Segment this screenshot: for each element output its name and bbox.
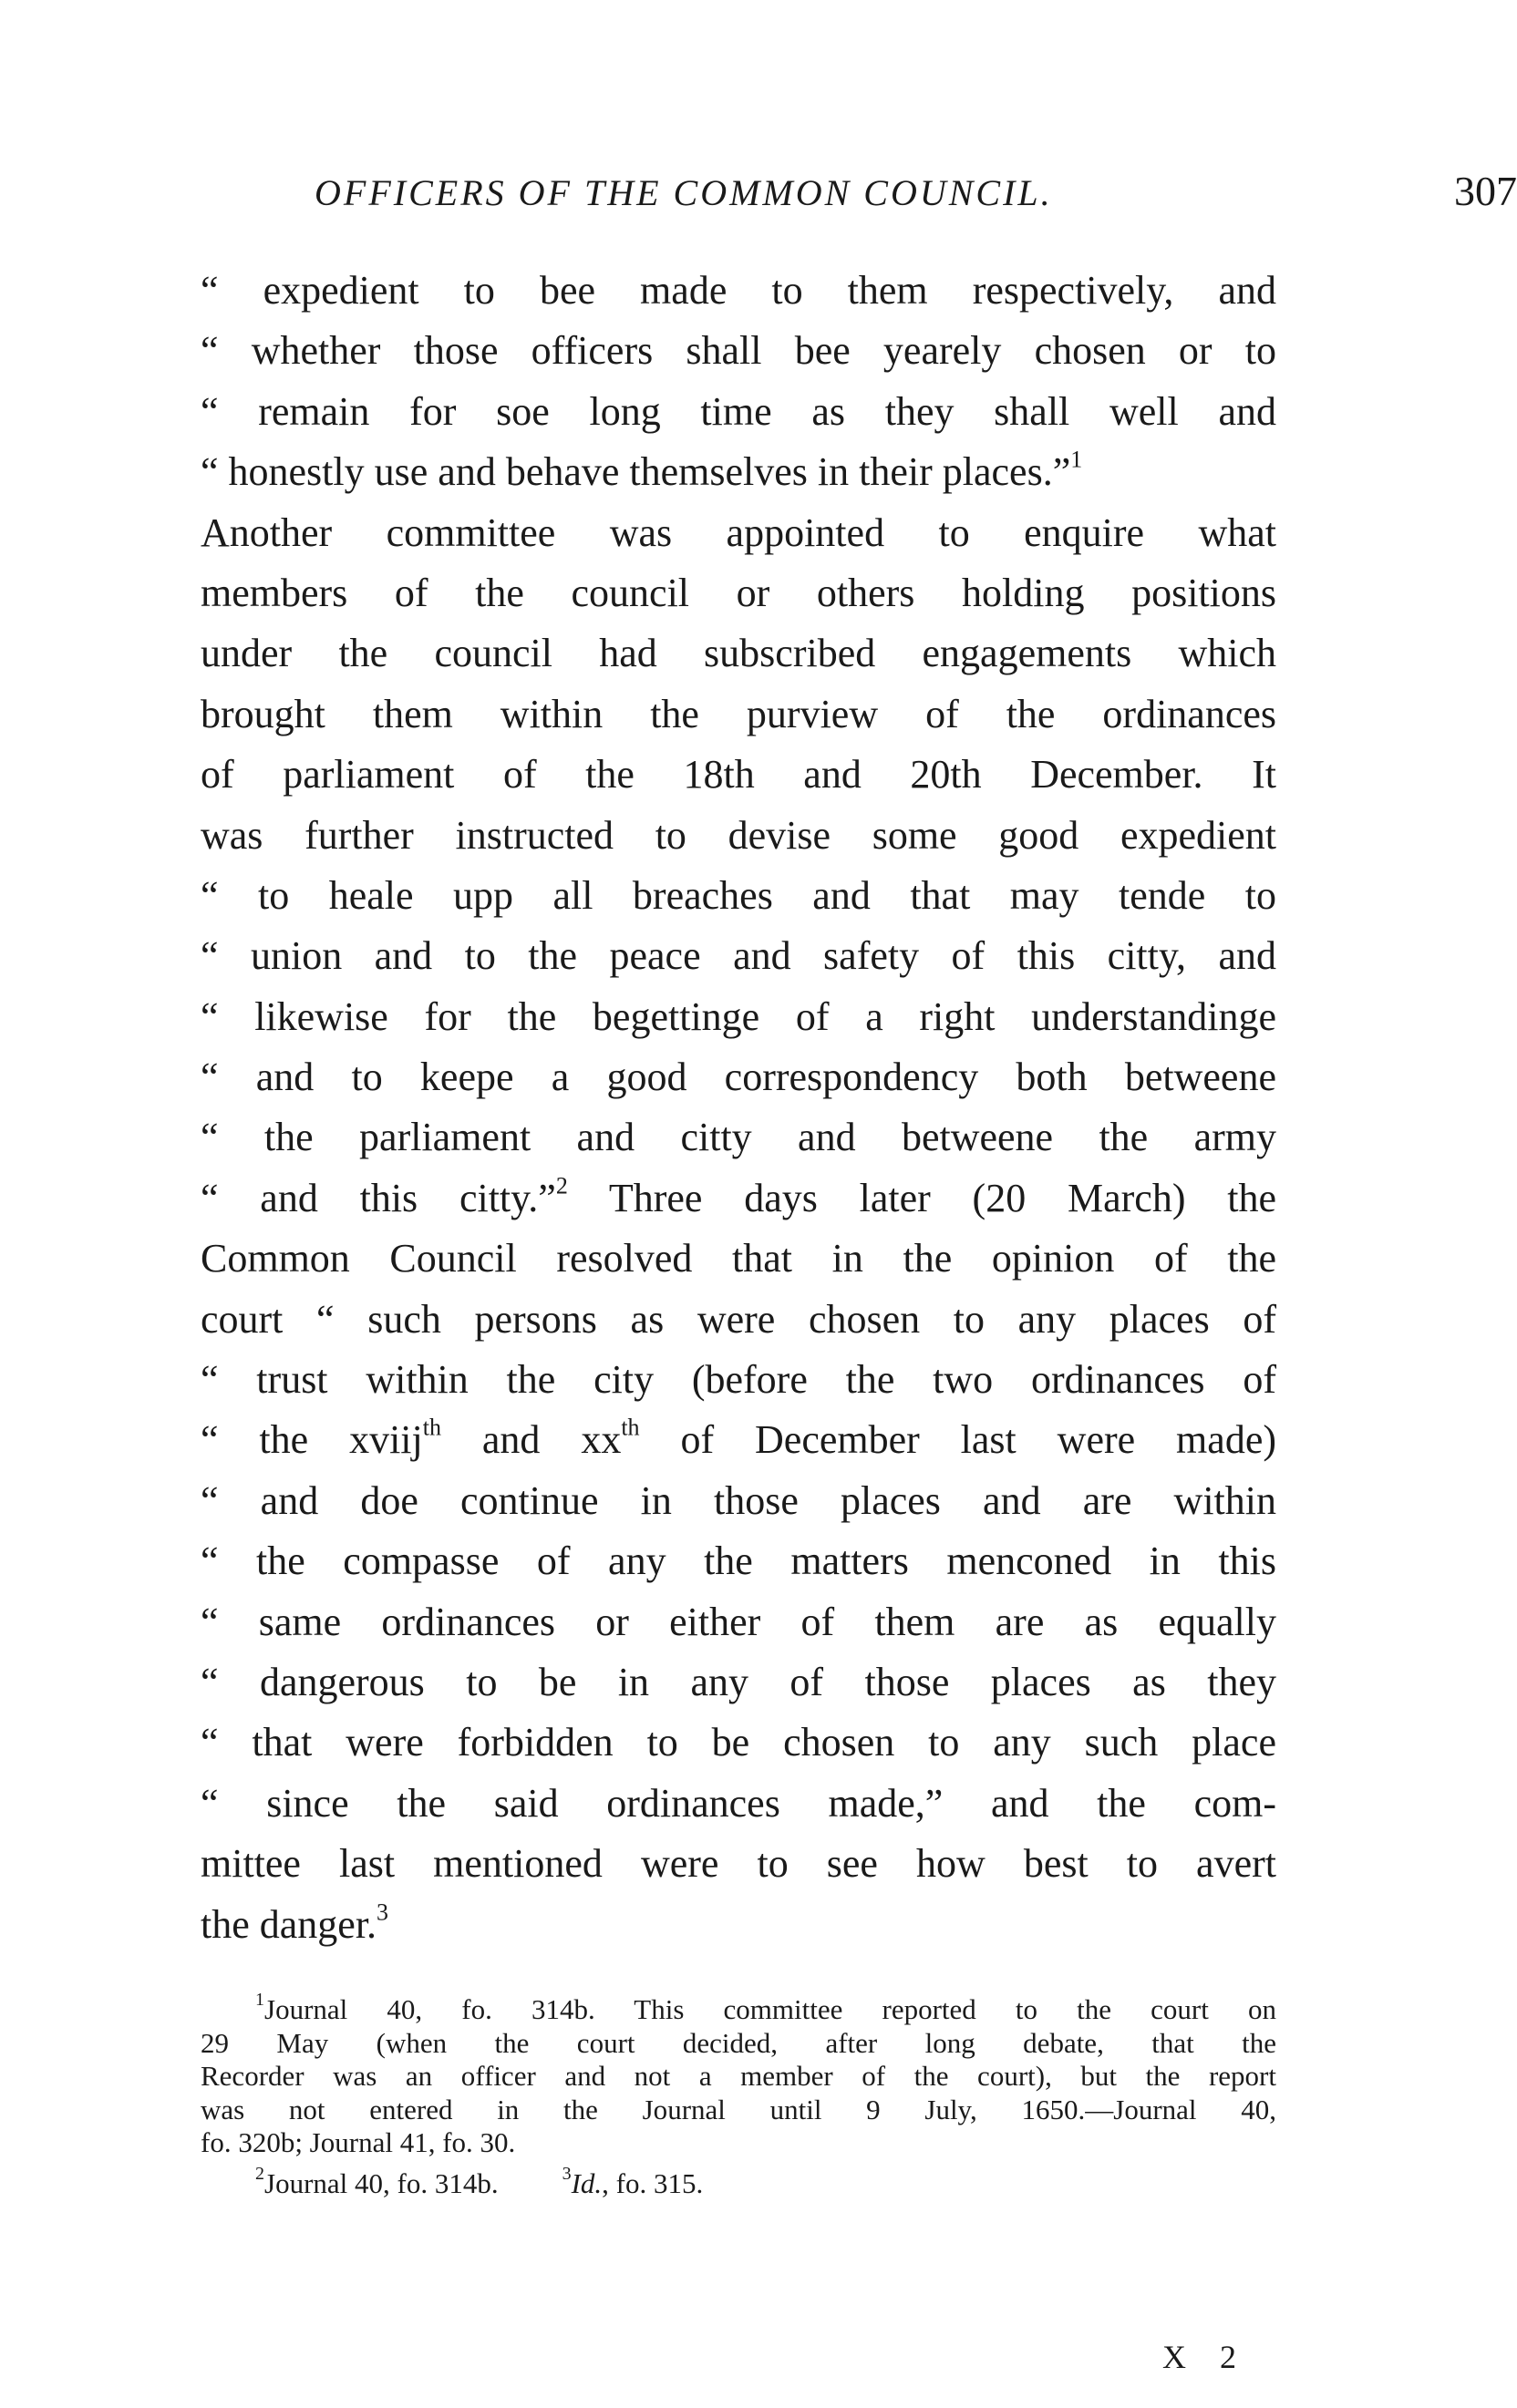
footnote-line: $^2$Journal 40, fo. 314b. $^3$Id., fo. 315. xyxy=(255,2163,704,2199)
footnote-line: fo. 320b; Journal 41, fo. 30. xyxy=(201,2126,516,2158)
footnotes xyxy=(201,1990,1276,2200)
text-line: “ to heale upp all breaches and that may tende to xyxy=(201,872,1276,918)
text-line: “ honestly use and behave themselves in their places.”$^1$ xyxy=(201,446,1083,495)
running-head: OFFICERS OF THE COMMON COUNCIL. xyxy=(315,172,1053,213)
footnote-marker: 3 xyxy=(562,2163,572,2184)
footnote-ibid: Id. xyxy=(571,2166,603,2199)
superscript: th xyxy=(621,1414,640,1441)
text-line: Another committee was appointed to enquire what xyxy=(201,509,1276,555)
text-line: of parliament of the 18th and 20th December. It xyxy=(201,752,1276,798)
text-line: “ and doe continue in those places and are within xyxy=(201,1477,1276,1523)
text-line: was further instructed to devise some good expedient xyxy=(201,812,1276,858)
page-number: 307 xyxy=(1454,168,1517,214)
text-line: the danger.$^3$ xyxy=(201,1899,389,1947)
text-line: “ whether those officers shall bee yearely chosen or to xyxy=(201,328,1276,374)
signature-mark: X 2 xyxy=(1162,2339,1249,2375)
footnote-line: $^1$Journal 40, fo. 314b. This committee reported to the court on xyxy=(255,1990,1276,2025)
text-line: “ remain for soe long time as they shall well and xyxy=(201,388,1276,434)
footnote-ref: 3 xyxy=(377,1899,389,1926)
footnote-ref: 1 xyxy=(1070,446,1083,473)
text-line: “ the compasse of any the matters menconed in this xyxy=(201,1538,1276,1584)
text-line: “ dangerous to be in any of those places as they xyxy=(201,1659,1276,1704)
text-line: under the council had subscribed engagements which xyxy=(201,631,1276,676)
footnote-marker: 1 xyxy=(255,1990,264,2010)
text-line: “ and to keepe a good correspondency both betweene xyxy=(201,1055,1276,1100)
text-line: “ the parliament and citty and betweene the army xyxy=(201,1115,1276,1160)
superscript: th xyxy=(422,1414,441,1441)
text-line: members of the council or others holding positions xyxy=(201,570,1276,615)
text-line: “ and this citty.”$^2$ Three days later (20 March) the xyxy=(201,1172,1276,1220)
text-line: “ union and to the peace and safety of this citty, and xyxy=(201,933,1276,979)
text-line: “ that were forbidden to be chosen to any such place xyxy=(201,1720,1276,1765)
text-line: Common Council resolved that in the opinion of the xyxy=(201,1236,1276,1281)
footnote-marker: 2 xyxy=(255,2163,264,2184)
text-line: “ expedient to bee made to them respectively, and xyxy=(201,268,1276,313)
body-text xyxy=(201,261,1276,1955)
footnote-ref: 2 xyxy=(555,1172,568,1199)
text-line: “ trust within the city (before the two ordinances of xyxy=(201,1357,1276,1403)
text-line: mittee last mentioned were to see how best to avert xyxy=(201,1841,1276,1887)
text-line: “ the xviij$^{th}$ and $xx^{th}$ of December last were made) xyxy=(201,1414,1276,1463)
footnote-line: 29 May (when the court decided, after long debate, that the xyxy=(201,2026,1276,2059)
text-line: court “ such persons as were chosen to any places of xyxy=(201,1296,1276,1342)
footnote-line: Recorder was an officer and not a member of the court), but the report xyxy=(201,2060,1276,2092)
footnote-line: was not entered in the Journal until 9 July, 1650.—Journal 40, xyxy=(201,2093,1276,2125)
text-line: “ likewise for the begettinge of a right understandinge xyxy=(201,993,1276,1039)
text-line: brought them within the purview of the ordinances xyxy=(201,691,1276,736)
text-line: “ since the said ordinances made,” and the com- xyxy=(201,1780,1276,1826)
text-line: “ same ordinances or either of them are as equally xyxy=(201,1599,1276,1644)
